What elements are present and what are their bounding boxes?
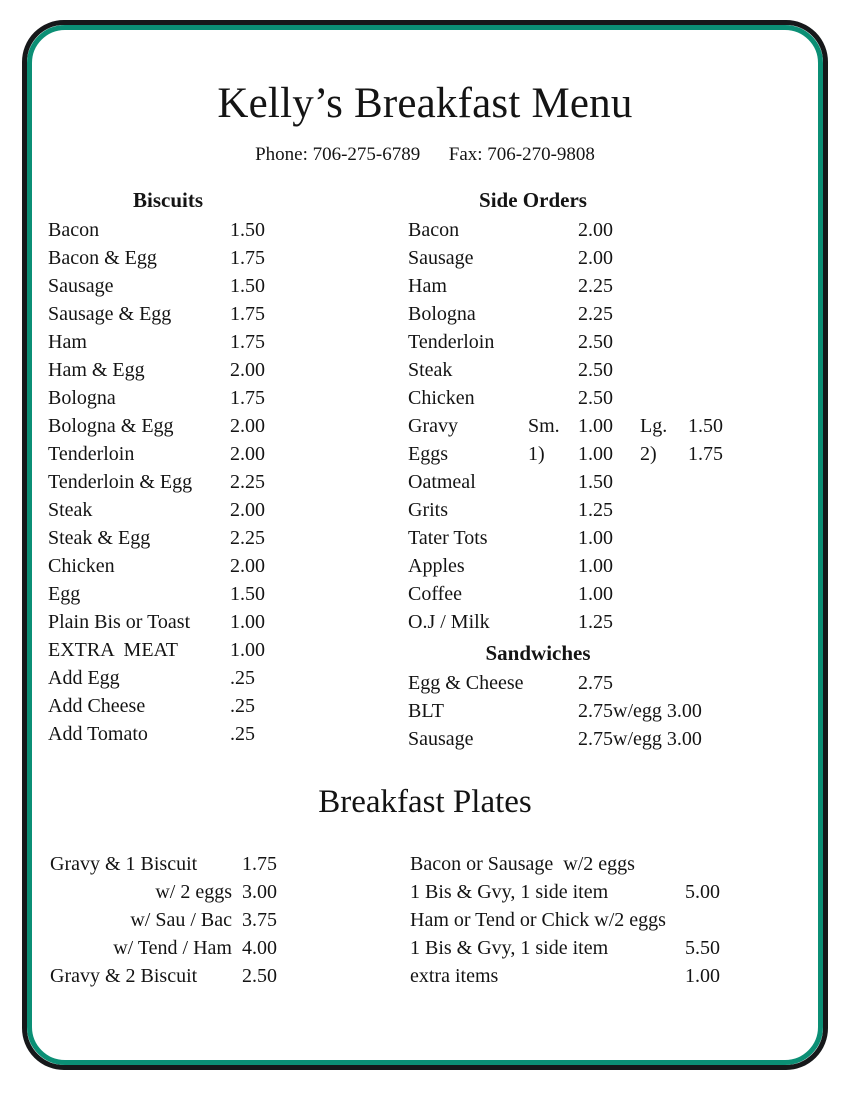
item-price: .25 [230,723,255,745]
menu-row [410,937,810,965]
item-price: 1.25 [578,499,613,521]
menu-row [48,275,408,303]
item-name: w/ 2 eggs [155,881,232,903]
item-price: 1.50 [230,275,265,297]
item-name: Plain Bis or Toast [48,611,191,633]
item-price-with-egg: w/egg 3.00 [613,728,702,750]
menu-row [50,881,410,909]
page-title: Kelly’s Breakfast Menu [217,80,633,127]
menu-row [410,881,810,909]
menu-columns [32,188,818,756]
item-size-small: 1) [528,443,545,465]
menu-row [408,672,808,700]
menu-row [408,387,808,415]
breakfast-plates-left-list [50,853,410,993]
item-name: Steak [48,499,93,521]
item-name: 1 Bis & Gvy, 1 side item [410,937,609,959]
menu-row [50,909,410,937]
item-name: BLT [408,700,444,722]
item-price: 2.00 [230,499,265,521]
item-name: Gravy & 2 Biscuit [50,965,198,987]
menu-row [408,219,808,247]
item-name: Eggs [408,443,448,465]
menu-page [32,30,818,1060]
item-name: Bologna [48,387,116,409]
item-name: Tenderloin & Egg [48,471,193,493]
biscuits-list [48,219,408,751]
item-name: w/ Tend / Ham [113,937,232,959]
menu-row [410,965,810,993]
item-name: Ham [48,331,87,353]
item-name: Chicken [48,555,115,577]
item-name: Tenderloin [48,443,135,465]
item-price: 1.75 [230,303,265,325]
item-price: 2.00 [578,219,613,241]
menu-row [48,471,408,499]
item-price: 3.75 [242,909,277,931]
contact-info: Phone: 706-275-6789 Fax: 706-270-9808 [255,144,595,165]
menu-row [408,555,808,583]
item-name: Gravy [408,415,458,437]
item-price: 2.00 [230,443,265,465]
item-name: Egg [48,583,81,605]
item-price: 2.75 [578,672,613,694]
item-name: Bacon [408,219,460,241]
item-name: Bacon or Sausage w/2 eggs [410,853,635,875]
item-size-small: Sm. [528,415,560,437]
menu-row [48,583,408,611]
item-price: 2.25 [230,527,265,549]
menu-row [48,247,408,275]
menu-row [48,667,408,695]
menu-row [50,965,410,993]
item-name: Sausage [408,247,474,269]
sandwiches-heading: Sandwiches [485,641,591,665]
side-orders-section [408,188,808,756]
menu-row [48,331,408,359]
item-name: Bacon & Egg [48,247,157,269]
item-price: 1.50 [230,219,265,241]
menu-row [408,527,808,555]
item-name: Oatmeal [408,471,476,493]
item-name: Steak & Egg [48,527,151,549]
menu-row [410,909,810,937]
breakfast-plates-right [410,853,810,993]
item-price-alt: 1.50 [688,415,723,437]
breakfast-plates-left [50,853,410,993]
item-name: O.J / Milk [408,611,490,633]
menu-row [408,499,808,527]
menu-row [408,331,808,359]
item-name: 1 Bis & Gvy, 1 side item [410,881,609,903]
breakfast-plates-heading: Breakfast Plates [318,784,532,820]
item-price: .25 [230,667,255,689]
item-price: 1.00 [578,443,613,465]
item-price: 2.00 [230,359,265,381]
item-name: Apples [408,555,465,577]
menu-row [408,728,808,756]
menu-row [408,583,808,611]
item-name: Bologna & Egg [48,415,174,437]
item-name: Coffee [408,583,463,605]
item-price: 2.50 [578,387,613,409]
item-name: Gravy & 1 Biscuit [50,853,198,875]
biscuits-heading: Biscuits [132,188,203,212]
menu-row [48,611,408,639]
item-price: 2.25 [230,471,265,493]
item-name: Sausage & Egg [48,303,172,325]
menu-row [48,639,408,667]
breakfast-plates-right-list [410,853,810,993]
item-price: 5.00 [685,881,720,903]
item-price: 2.75 [578,728,613,750]
item-price: 1.00 [230,611,265,633]
item-price: 1.00 [578,555,613,577]
item-name: Egg & Cheese [408,672,524,694]
menu-row [48,695,408,723]
menu-row [48,555,408,583]
menu-row [50,853,410,881]
menu-row [408,415,808,443]
item-size-large: 2) [640,443,657,465]
item-price: 2.50 [242,965,277,987]
item-name: extra items [410,965,499,987]
item-name: Bologna [408,303,476,325]
biscuits-section [48,188,408,756]
breakfast-plates-columns [32,853,818,993]
item-price: 2.50 [578,331,613,353]
menu-row [408,443,808,471]
item-size-large: Lg. [640,415,668,437]
item-price: 1.75 [230,387,265,409]
item-name: Add Egg [48,667,120,689]
item-price-alt: 1.75 [688,443,723,465]
item-price: 1.75 [242,853,277,875]
menu-row [48,499,408,527]
item-name: Sausage [408,728,474,750]
item-name: w/ Sau / Bac [130,909,232,931]
item-price: 1.00 [578,415,613,437]
menu-row [48,387,408,415]
menu-row [48,303,408,331]
menu-row [408,247,808,275]
item-name: Chicken [408,387,475,409]
item-price: 2.00 [230,415,265,437]
item-name: Add Tomato [48,723,148,745]
item-price: 2.50 [578,359,613,381]
menu-row [48,443,408,471]
item-price: 1.00 [578,583,613,605]
item-name: Ham or Tend or Chick w/2 eggs [410,909,666,931]
item-name: Steak [408,359,453,381]
item-price: 1.00 [578,527,613,549]
menu-row [48,219,408,247]
menu-row [408,359,808,387]
item-price: 2.75 [578,700,613,722]
item-price: 1.50 [578,471,613,493]
sandwiches-list [408,672,808,756]
menu-row [408,471,808,499]
item-name: Tenderloin [408,331,495,353]
menu-row [48,415,408,443]
item-name: Grits [408,499,448,521]
menu-row [48,723,408,751]
menu-row [410,853,810,881]
item-name: Bacon [48,219,100,241]
item-price: 5.50 [685,937,720,959]
item-name: Sausage [48,275,114,297]
item-price: 1.75 [230,247,265,269]
menu-row [50,937,410,965]
item-price: 1.00 [230,639,265,661]
menu-row [408,303,808,331]
item-price: 1.00 [685,965,720,987]
menu-row [408,275,808,303]
item-name: Add Cheese [48,695,146,717]
menu-row [408,700,808,728]
menu-row [48,527,408,555]
menu-row [48,359,408,387]
item-price: 2.25 [578,303,613,325]
item-name: Ham & Egg [48,359,145,381]
item-price: .25 [230,695,255,717]
item-price-with-egg: w/egg 3.00 [613,700,702,722]
item-name: EXTRA MEAT [48,639,178,661]
item-price: 2.00 [230,555,265,577]
item-name: Tater Tots [408,527,488,549]
side-orders-heading: Side Orders [479,188,587,212]
item-price: 2.25 [578,275,613,297]
item-price: 1.75 [230,331,265,353]
item-price: 3.00 [242,881,277,903]
item-price: 1.25 [578,611,613,633]
item-name: Ham [408,275,447,297]
side-orders-list [408,219,808,639]
menu-row [408,611,808,639]
item-price: 1.50 [230,583,265,605]
item-price: 2.00 [578,247,613,269]
item-price: 4.00 [242,937,277,959]
